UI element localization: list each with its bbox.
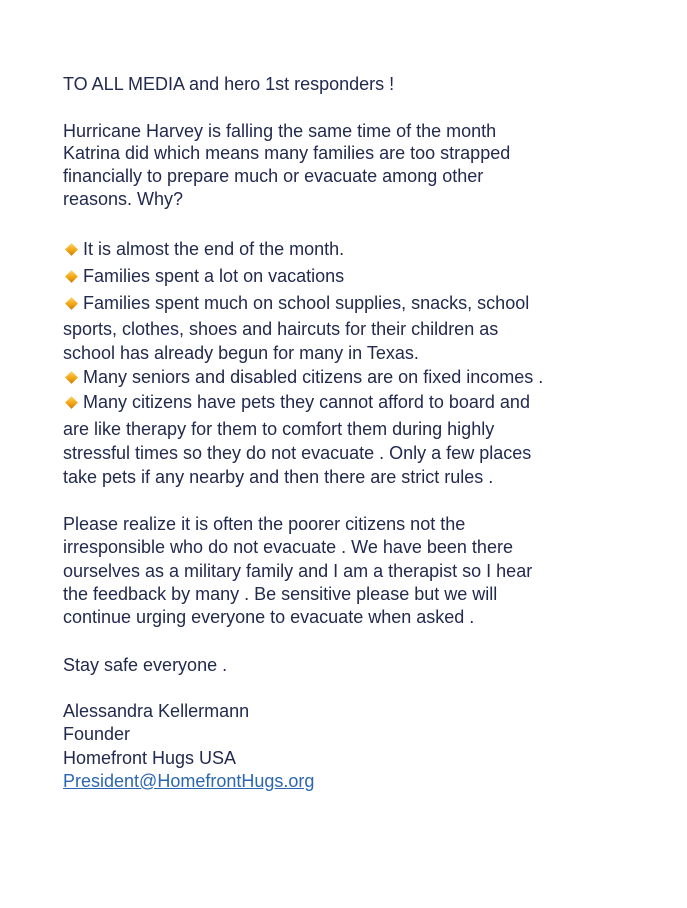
signature-organization: Homefront Hugs USA — [63, 748, 237, 768]
diamond-bullet-icon — [65, 371, 78, 384]
bullet-text: Families spent a lot on vacations — [83, 266, 345, 286]
diamond-bullet-icon — [65, 270, 78, 283]
bullet-item — [63, 291, 529, 315]
bullet-continuation: sports, clothes, shoes and haircuts for their children as — [63, 319, 499, 339]
intro-line: Hurricane Harvey is falling the same time of the month — [63, 121, 497, 141]
signature-name: Alessandra Kellermann — [63, 701, 250, 721]
bullet-text: It is almost the end of the month. — [83, 239, 345, 259]
closing-line: the feedback by many . Be sensitive please but we will — [63, 584, 498, 604]
diamond-bullet-icon — [65, 243, 78, 256]
bullet-continuation: are like therapy for them to comfort them during highly — [63, 419, 495, 439]
closing-line: Please realize it is often the poorer citizens not the — [63, 514, 466, 534]
closing-line: irresponsible who do not evacuate . We have been there — [63, 537, 513, 557]
email-link[interactable]: President@HomefrontHugs.org — [63, 771, 315, 791]
intro-line: Katrina did which means many families are too strapped — [63, 143, 511, 163]
bullet-text: Many seniors and disabled citizens are on fixed incomes . — [83, 367, 544, 387]
bullet-item — [63, 365, 543, 389]
bullet-item — [63, 390, 530, 414]
heading: TO ALL MEDIA and hero 1st responders ! — [63, 74, 395, 94]
signature-email-line — [63, 769, 314, 793]
bullet-continuation: school has already begun for many in Texas. — [63, 343, 419, 363]
bullet-item — [63, 264, 344, 288]
farewell: Stay safe everyone . — [63, 655, 228, 675]
closing-line: continue urging everyone to evacuate when asked . — [63, 607, 475, 627]
bullet-text: Families spent much on school supplies, snacks, school — [83, 293, 530, 313]
intro-line: financially to prepare much or evacuate among other — [63, 166, 484, 186]
bullet-continuation: take pets if any nearby and then there are strict rules . — [63, 467, 494, 487]
closing-line: ourselves as a military family and I am a therapist so I hear — [63, 561, 533, 581]
bullet-item — [63, 237, 344, 261]
bullet-text: Many citizens have pets they cannot afford to board and — [83, 392, 530, 412]
bullet-continuation: stressful times so they do not evacuate . Only a few places — [63, 443, 532, 463]
intro-line: reasons. Why? — [63, 189, 184, 209]
diamond-bullet-icon — [65, 297, 78, 310]
signature-title: Founder — [63, 724, 131, 744]
diamond-bullet-icon — [65, 396, 78, 409]
